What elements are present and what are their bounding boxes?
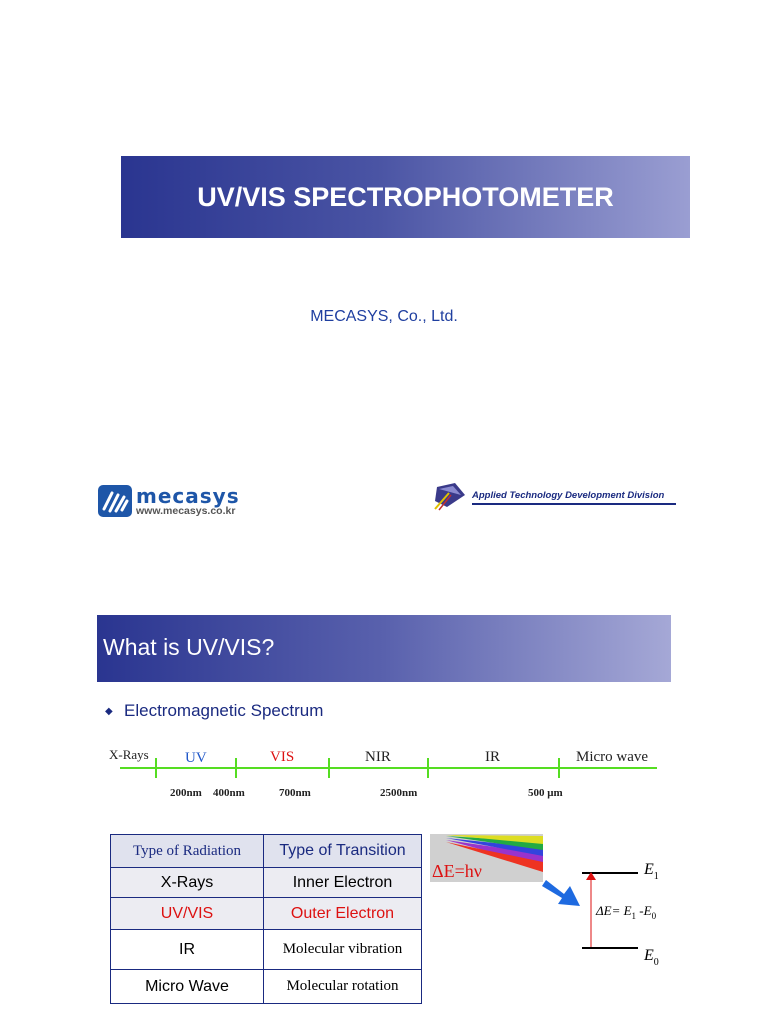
mecasys-logo-icon <box>98 485 132 517</box>
table-cell: Molecular vibration <box>264 930 422 970</box>
table-header-row <box>111 835 422 868</box>
tick-label-700nm: 700nm <box>279 787 311 799</box>
tick-label-2500nm: 2500nm <box>380 787 418 799</box>
arrow-icon <box>542 880 580 906</box>
region-nir: NIR <box>365 749 391 765</box>
table-row <box>111 930 422 970</box>
table-header-transition: Type of Transition <box>264 835 422 868</box>
delta-e-label: $\Delta E= E_1$ $-E_0$ <box>596 903 657 921</box>
region-uv: UV <box>185 750 207 766</box>
division-name: Applied Technology Development Division <box>472 490 665 501</box>
tick-label-500um: 500 μm <box>528 787 563 799</box>
label-e0: $E_0$ <box>644 947 659 968</box>
energy-level-diagram <box>432 850 680 970</box>
table-row <box>111 898 422 930</box>
region-microwave: Micro wave <box>576 749 649 765</box>
region-ir: IR <box>485 749 500 765</box>
table-row <box>111 970 422 1004</box>
table-cell: Molecular rotation <box>264 970 422 1004</box>
table-cell: X-Rays <box>111 868 264 898</box>
bullet-text: Electromagnetic Spectrum <box>124 701 324 720</box>
region-xrays: X-Rays <box>109 747 149 762</box>
table-cell: Outer Electron <box>264 898 422 930</box>
section-title: What is UV/VIS? <box>103 634 275 660</box>
radiation-table <box>110 834 422 1004</box>
tick-label-400nm: 400nm <box>213 787 245 799</box>
logo-url: www.mecasys.co.kr <box>136 505 236 517</box>
tick-label-200nm: 200nm <box>170 787 202 799</box>
logo-wordmark: mecasys <box>136 484 240 508</box>
page-title: UV/VIS SPECTROPHOTOMETER <box>197 182 614 212</box>
division-underline <box>472 503 676 505</box>
region-vis: VIS <box>270 749 295 765</box>
table-cell: IR <box>111 930 264 970</box>
table-row <box>111 868 422 898</box>
energy-equation: ΔE=hν <box>432 861 482 881</box>
table-cell: UV/VIS <box>111 898 264 930</box>
company-name: MECASYS, Co., Ltd. <box>310 308 458 325</box>
diamond-bullet-icon: ◆ <box>105 706 113 717</box>
division-logo-icon <box>433 481 467 511</box>
spectrum-diagram <box>100 740 670 802</box>
table-cell: Micro Wave <box>111 970 264 1004</box>
label-e1: $E_1$ <box>644 861 659 882</box>
table-header-radiation: Type of Radiation <box>111 835 264 868</box>
table-cell: Inner Electron <box>264 868 422 898</box>
